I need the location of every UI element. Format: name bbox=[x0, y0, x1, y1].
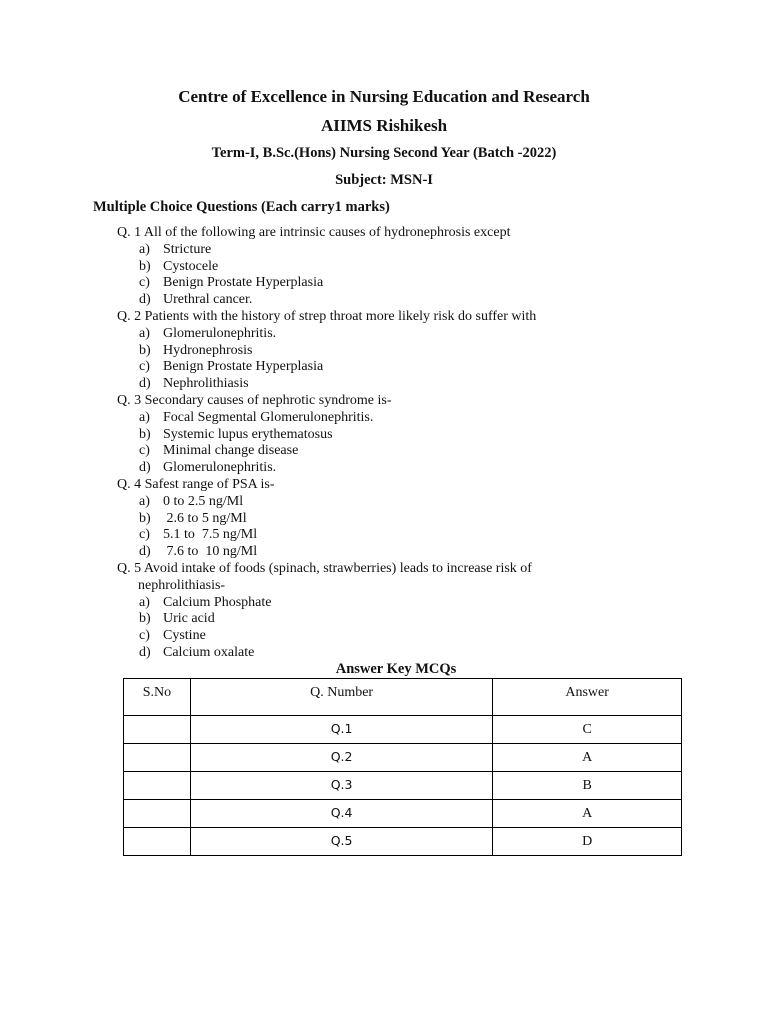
option-label: c) bbox=[139, 527, 150, 543]
option-text: Focal Segmental Glomerulonephritis. bbox=[163, 409, 374, 425]
term-line: Term-I, B.Sc.(Hons) Nursing Second Year (Batch -2022) bbox=[211, 145, 557, 161]
cell-q-number: Q.5 bbox=[190, 828, 492, 856]
question-text: Q. 3 Secondary causes of nephrotic syndrome is- bbox=[117, 392, 392, 408]
option-text: Cystocele bbox=[163, 258, 219, 274]
option-text: Cystine bbox=[163, 628, 206, 644]
option-item bbox=[117, 511, 737, 528]
option-text: Benign Prostate Hyperplasia bbox=[163, 275, 324, 291]
cell-q-number: Q.2 bbox=[190, 744, 492, 772]
cell-answer: A bbox=[493, 800, 682, 828]
option-item bbox=[117, 359, 737, 376]
option-text: 5.1 to 7.5 ng/Ml bbox=[163, 527, 258, 543]
option-label: c) bbox=[139, 443, 150, 459]
option-text: Calcium Phosphate bbox=[163, 594, 272, 610]
option-text: Nephrolithiasis bbox=[163, 376, 249, 392]
option-item bbox=[117, 628, 737, 645]
table-row bbox=[124, 716, 682, 744]
question-text: Q. 1 All of the following are intrinsic causes of hydronephrosis except bbox=[117, 225, 511, 240]
option-item bbox=[117, 611, 737, 628]
option-label: a) bbox=[139, 493, 150, 509]
question-text: Q. 5 Avoid intake of foods (spinach, strawberries) leads to increase risk of bbox=[117, 560, 532, 576]
option-label: a) bbox=[139, 594, 150, 610]
option-item bbox=[117, 343, 737, 360]
cell-sno bbox=[124, 800, 191, 828]
cell-sno bbox=[124, 772, 191, 800]
cell-sno bbox=[124, 828, 191, 856]
table-row bbox=[124, 744, 682, 772]
cell-q-number: Q.4 bbox=[190, 800, 492, 828]
option-label: d) bbox=[139, 292, 151, 308]
option-text: Glomerulonephritis. bbox=[163, 460, 277, 476]
answer-key-heading: Answer Key MCQs bbox=[335, 661, 457, 677]
option-label: b) bbox=[139, 611, 151, 627]
option-item bbox=[117, 326, 737, 343]
option-item bbox=[117, 460, 737, 477]
cell-sno bbox=[124, 744, 191, 772]
option-label: c) bbox=[139, 628, 150, 644]
option-text: 7.6 to 10 ng/Ml bbox=[163, 544, 258, 560]
option-label: b) bbox=[139, 510, 151, 526]
table-row bbox=[124, 772, 682, 800]
option-text: Stricture bbox=[163, 241, 212, 257]
option-item bbox=[117, 595, 737, 612]
question-list bbox=[117, 225, 737, 662]
option-text: Minimal change disease bbox=[163, 443, 299, 459]
document-title: Centre of Excellence in Nursing Education and Research bbox=[178, 87, 590, 106]
option-label: d) bbox=[139, 544, 151, 560]
cell-answer: A bbox=[493, 744, 682, 772]
answer-table-header-row bbox=[124, 679, 682, 716]
answer-table-body bbox=[124, 716, 682, 856]
option-text: Calcium oxalate bbox=[163, 644, 255, 660]
option-text: Glomerulonephritis. bbox=[163, 325, 277, 341]
question-2 bbox=[117, 309, 737, 326]
header-sno: S.No bbox=[124, 679, 191, 716]
option-item bbox=[117, 494, 737, 511]
cell-answer: D bbox=[493, 828, 682, 856]
option-label: a) bbox=[139, 409, 150, 425]
option-item bbox=[117, 275, 737, 292]
option-item bbox=[117, 427, 737, 444]
question-1 bbox=[117, 225, 737, 242]
option-item bbox=[117, 242, 737, 259]
option-text: Benign Prostate Hyperplasia bbox=[163, 359, 324, 375]
question-text: Q. 4 Safest range of PSA is- bbox=[117, 476, 275, 492]
table-row bbox=[124, 828, 682, 856]
question-text: Q. 2 Patients with the history of strep throat more likely risk do suffer with bbox=[117, 308, 537, 324]
option-item bbox=[117, 292, 737, 309]
header-answer: Answer bbox=[493, 679, 682, 716]
table-row bbox=[124, 800, 682, 828]
question-4 bbox=[117, 477, 737, 494]
option-text: Uric acid bbox=[163, 611, 215, 627]
question-text-continued: nephrolithiasis- bbox=[138, 577, 226, 593]
option-label: d) bbox=[139, 460, 151, 476]
option-item bbox=[117, 527, 737, 544]
question-3 bbox=[117, 393, 737, 410]
option-label: d) bbox=[139, 376, 151, 392]
option-item bbox=[117, 376, 737, 393]
answer-key-table bbox=[123, 678, 682, 856]
option-label: b) bbox=[139, 426, 151, 442]
option-label: c) bbox=[139, 275, 150, 291]
option-item bbox=[117, 259, 737, 276]
option-label: a) bbox=[139, 241, 150, 257]
option-label: b) bbox=[139, 342, 151, 358]
option-text: Urethral cancer. bbox=[163, 292, 253, 308]
cell-q-number: Q.3 bbox=[190, 772, 492, 800]
option-label: c) bbox=[139, 359, 150, 375]
option-text: 2.6 to 5 ng/Ml bbox=[163, 510, 247, 526]
option-label: d) bbox=[139, 644, 151, 660]
mcq-section-heading: Multiple Choice Questions (Each carry1 marks) bbox=[93, 199, 390, 215]
option-item bbox=[117, 443, 737, 460]
option-text: 0 to 2.5 ng/Ml bbox=[163, 493, 244, 509]
question-5 bbox=[117, 561, 737, 595]
cell-q-number: Q.1 bbox=[190, 716, 492, 744]
cell-answer: B bbox=[493, 772, 682, 800]
option-item bbox=[117, 410, 737, 427]
option-label: b) bbox=[139, 258, 151, 274]
option-text: Hydronephrosis bbox=[163, 342, 253, 358]
option-text: Systemic lupus erythematosus bbox=[163, 426, 333, 442]
cell-sno bbox=[124, 716, 191, 744]
institution-name: AIIMS Rishikesh bbox=[320, 116, 448, 135]
subject-line: Subject: MSN-I bbox=[335, 172, 433, 188]
header-q-number: Q. Number bbox=[190, 679, 492, 716]
cell-answer: C bbox=[493, 716, 682, 744]
option-item bbox=[117, 645, 737, 662]
option-label: a) bbox=[139, 325, 150, 341]
option-item bbox=[117, 544, 737, 561]
